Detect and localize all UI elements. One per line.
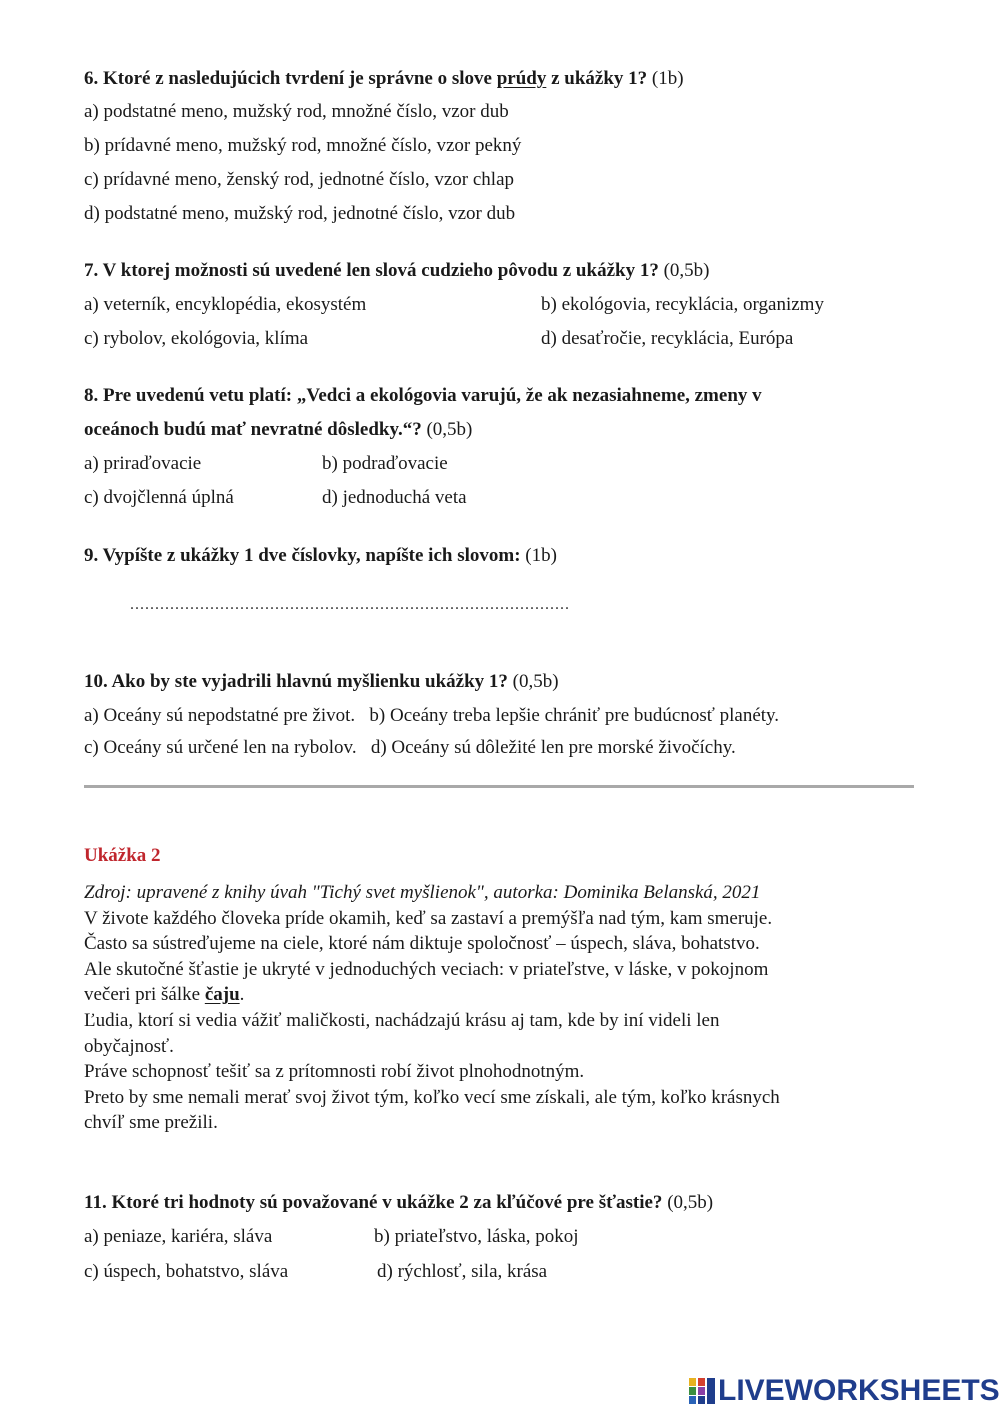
question-11: 11. Ktoré tri hodnoty sú považované v ukážke 2 za kľúčové pre šťastie? (0,5b) [84,1192,714,1213]
liveworksheets-logo [688,1374,1000,1408]
q11-points: (0,5b) [667,1192,714,1213]
q10-points: (0,5b) [512,671,559,692]
passage-line: obyčajnosť. [84,1035,174,1057]
q11-option-b[interactable]: b) priateľstvo, láska, pokoj [374,1226,579,1247]
passage-2-text [84,880,944,1136]
passage-2-source: Zdroj: upravené z knihy úvah "Tichý svet myšlienok", autorka: Dominika Belanská, 2021 [84,882,761,903]
q9-answer-field[interactable]: ........................................................................................ [130,596,570,613]
passage-line: V živote každého človeka príde okamih, keď sa zastaví a premýšľa nad tým, kam smeruje. [84,907,773,929]
q6-option-c[interactable]: c) prídavné meno, ženský rod, jednotné číslo, vzor chlap [84,169,514,190]
q10-options-cd[interactable]: c) Oceány sú určené len na rybolov. d) Oceány sú dôležité len pre morské živočíchy. [84,737,736,758]
liveworksheets-logo-icon [688,1376,716,1406]
underlined-word-caju: čaju [204,984,240,1006]
q11-option-d[interactable]: d) rýchlosť, sila, krása [377,1261,548,1282]
q6-option-b[interactable]: b) prídavné meno, mužský rod, množné číslo, vzor pekný [84,135,522,156]
q7-option-c[interactable]: c) rybolov, ekológovia, klíma [84,328,309,349]
underlined-word-prudy: prúdy [496,68,547,89]
passage-line: Často sa sústreďujeme na ciele, ktoré nám diktuje spoločnosť – úspech, sláva, bohatstvo. [84,933,760,955]
q8-option-a[interactable]: a) priraďovacie [84,453,202,474]
passage-line: Práve schopnosť tešiť sa z prítomnosti robí život plnohodnotným. [84,1061,585,1083]
question-9: 9. Vypíšte z ukážky 1 dve číslovky, napíšte ich slovom: (1b) [84,545,557,566]
q6-points: (1b) [651,68,684,89]
q6-option-d[interactable]: d) podstatné meno, mužský rod, jednotné číslo, vzor dub [84,203,516,224]
q8-option-b[interactable]: b) podraďovacie [322,453,448,474]
q11-option-a[interactable]: a) peniaze, kariéra, sláva [84,1226,273,1247]
question-10: 10. Ako by ste vyjadrili hlavnú myšlienku ukážky 1? (0,5b) [84,671,559,692]
q8-points: (0,5b) [426,419,473,440]
question-8-line1: 8. Pre uvedenú vetu platí: „Vedci a ekológovia varujú, že ak nezasiahneme, zmeny v [84,385,762,406]
q9-points: (1b) [525,545,557,566]
passage-line: Preto by sme nemali merať svoj život tým, koľko vecí sme získali, ale tým, koľko krásnych [84,1086,780,1108]
q7-option-a[interactable]: a) veterník, encyklopédia, ekosystém [84,294,367,315]
passage-line: chvíľ sme prežili. [84,1112,218,1134]
q10-options-ab[interactable]: a) Oceány sú nepodstatné pre život. b) Oceány treba lepšie chrániť pre budúcnosť planéty. [84,705,780,726]
q7-option-b[interactable]: b) ekológovia, recyklácia, organizmy [541,294,824,315]
question-6: 6. Ktoré z nasledujúcich tvrdení je správne o slove prúdy z ukážky 1? (1b) [84,68,684,89]
question-7: 7. V ktorej možnosti sú uvedené len slová cudzieho pôvodu z ukážky 1? (0,5b) [84,260,710,281]
question-8-line2: oceánoch budú mať nevratné dôsledky.“? (0,5b) [84,419,473,440]
passage-line: Ľudia, ktorí si vedia vážiť maličkosti, nachádzajú krásu aj tam, kde by iní videli len [84,1009,720,1031]
section-divider [84,785,914,788]
q7-option-d[interactable]: d) desaťročie, recyklácia, Európa [541,328,794,349]
q6-option-a[interactable]: a) podstatné meno, mužský rod, množné číslo, vzor dub [84,101,509,122]
passage-2-title: Ukážka 2 [84,845,161,866]
passage-line: večeri pri šálke čaju. [84,984,245,1006]
q8-option-d[interactable]: d) jednoduchá veta [322,487,467,508]
passage-line: Ale skutočné šťastie je ukryté v jednoduchých veciach: v priateľstve, v láske, v pokojnom [84,958,769,980]
q11-option-c[interactable]: c) úspech, bohatstvo, sláva [84,1261,289,1282]
q7-points: (0,5b) [663,260,710,281]
q8-option-c[interactable]: c) dvojčlenná úplná [84,487,234,508]
liveworksheets-logo-text: LIVEWORKSHEETS [718,1374,1000,1407]
